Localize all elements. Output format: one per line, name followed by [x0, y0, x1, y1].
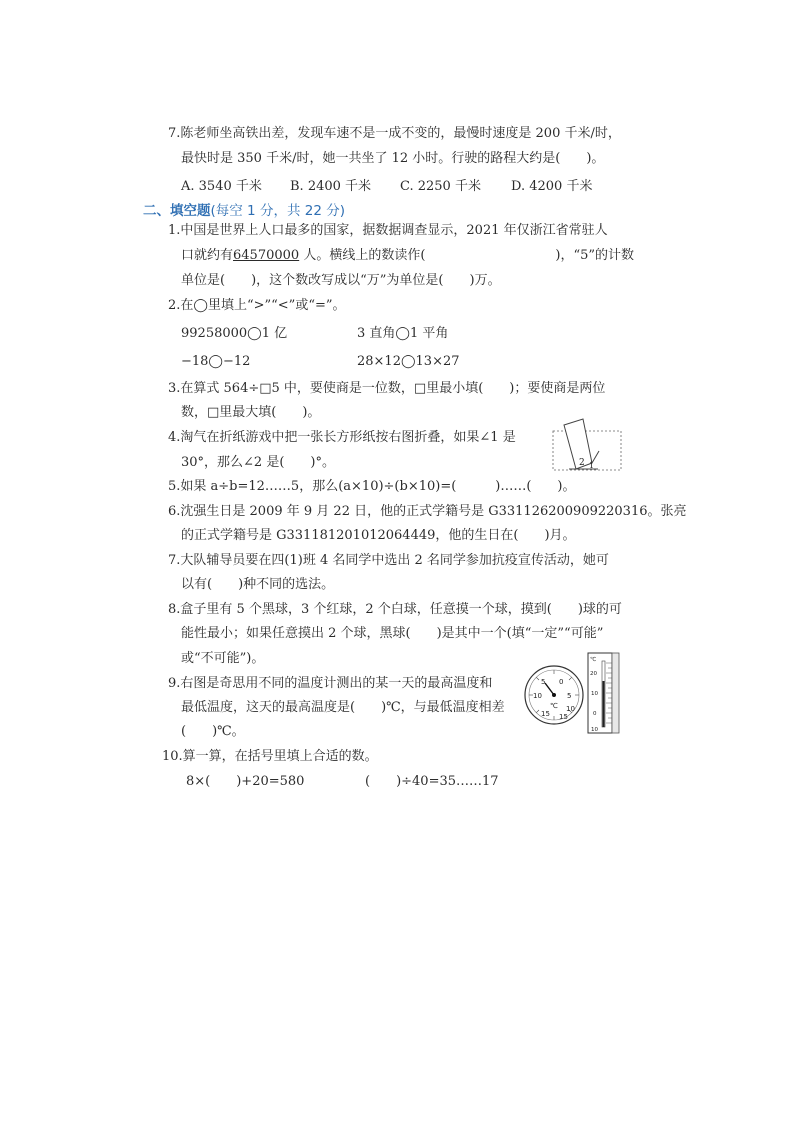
thermo-label: 10: [591, 691, 598, 697]
thermo-unit: ℃: [590, 657, 597, 663]
q1-line2: 口就约有64570000 人。横线上的数读作( )，“5”的计数: [181, 248, 635, 263]
q3-line1: 3.在算式 564÷□5 中，要使商是一位数，□里最小填( )；要使商是两位: [168, 381, 606, 396]
q7-option-c: C. 2250 千米: [400, 179, 481, 194]
dial-label: 10: [566, 705, 575, 713]
thermo-label: 10: [591, 727, 598, 733]
q2-item1: 99258000◯1 亿: [181, 326, 288, 341]
q10-eq1: 8×( )+20=580: [186, 774, 305, 789]
angle-1-label: 1: [589, 461, 595, 470]
q9-line3: ( )℃。: [181, 724, 245, 739]
q9-line2: 最低温度，这天的最高温度是( )℃，与最低温度相差: [181, 700, 505, 715]
q9-line1: 9.右图是奇思用不同的温度计测出的某一天的最高温度和: [168, 676, 493, 691]
q10-line1: 10.算一算，在括号里填上合适的数。: [162, 749, 378, 764]
dial-label: 5: [541, 678, 546, 686]
q3-line2: 数，□里最大填( )。: [181, 405, 321, 420]
dial-label: 15: [559, 713, 568, 721]
thermo-label: 0: [593, 711, 597, 717]
q6-line1: 6.沈强生日是 2009 年 9 月 22 日，他的正式学籍号是 G331126200909220316。张亮: [168, 504, 687, 519]
tube-thermometer: [586, 651, 622, 735]
q4-line2: 30°，那么∠2 是( )°。: [181, 455, 335, 470]
folded-flap: [564, 419, 595, 470]
dial-label: 10: [533, 692, 542, 700]
q5-line1: 5.如果 a÷b=12……5，那么(a×10)÷(b×10)=( )……( )。: [168, 479, 576, 494]
q8-line2: 能性最小；如果任意摸出 2 个球，黑球( )是其中一个(填“一定”“可能”: [181, 626, 604, 641]
q7b-line1: 7.大队辅导员要在四(1)班 4 名同学中选出 2 名同学参加抗疫宣传活动，她可: [168, 553, 609, 568]
q2-item2: 3 直角◯1 平角: [357, 326, 449, 341]
dial-label: 15: [541, 710, 550, 718]
dial-label: 0: [559, 678, 564, 686]
thermo-label: 20: [590, 671, 597, 677]
q4-line1: 4.淘气在折纸游戏中把一张长方形纸按右图折叠，如果∠1 是: [168, 430, 516, 445]
section-title: 二、填空题(每空 1 分，共 22 分): [143, 203, 345, 219]
q2-item3: −18◯−12: [181, 354, 251, 369]
q7-option-b: B. 2400 千米: [290, 179, 372, 194]
q1-line3: 单位是( )，这个数改写成以“万”为单位是( )万。: [181, 273, 501, 288]
thermo-liquid: [603, 681, 605, 727]
q6-line2: 的正式学籍号是 G331181201012064449，他的生日在( )月。: [181, 528, 576, 543]
q8-line3: 或“不可能”)。: [181, 651, 265, 666]
q7b-line2: 以有( )种不同的选法。: [181, 577, 335, 592]
q1-line1: 1.中国是世界上人口最多的国家，据数据调查显示，2021 年仅浙江省常驻人: [168, 223, 608, 238]
q10-eq2: ( )÷40=35……17: [365, 774, 499, 789]
dial-thermometer: [523, 664, 585, 726]
q7-option-a: A. 3540 千米: [181, 179, 262, 194]
q8-line1: 8.盒子里有 5 个黑球，3 个红球，2 个白球，任意摸一个球，摸到( )球的可: [168, 602, 622, 617]
underlined-number: 64570000: [233, 248, 300, 263]
folded-paper-figure: [552, 418, 624, 472]
dial-label: 5: [567, 692, 572, 700]
q2-item4: 28×12◯13×27: [357, 354, 460, 369]
dial-unit: ℃: [550, 702, 558, 710]
section-points: (每空 1 分，共 22 分): [210, 203, 345, 219]
q7-line1: 7.陈老师坐高铁出差，发现车速不是一成不变的，最慢时速度是 200 千米/时，: [168, 126, 621, 141]
q7-line2: 最快时是 350 千米/时，她一共坐了 12 小时。行驶的路程大约是( )。: [181, 151, 605, 166]
angle-2-label: 2: [579, 458, 585, 468]
q2-line1: 2.在◯里填上“>”“<”或“=”。: [168, 298, 346, 313]
q7-option-d: D. 4200 千米: [511, 179, 593, 194]
